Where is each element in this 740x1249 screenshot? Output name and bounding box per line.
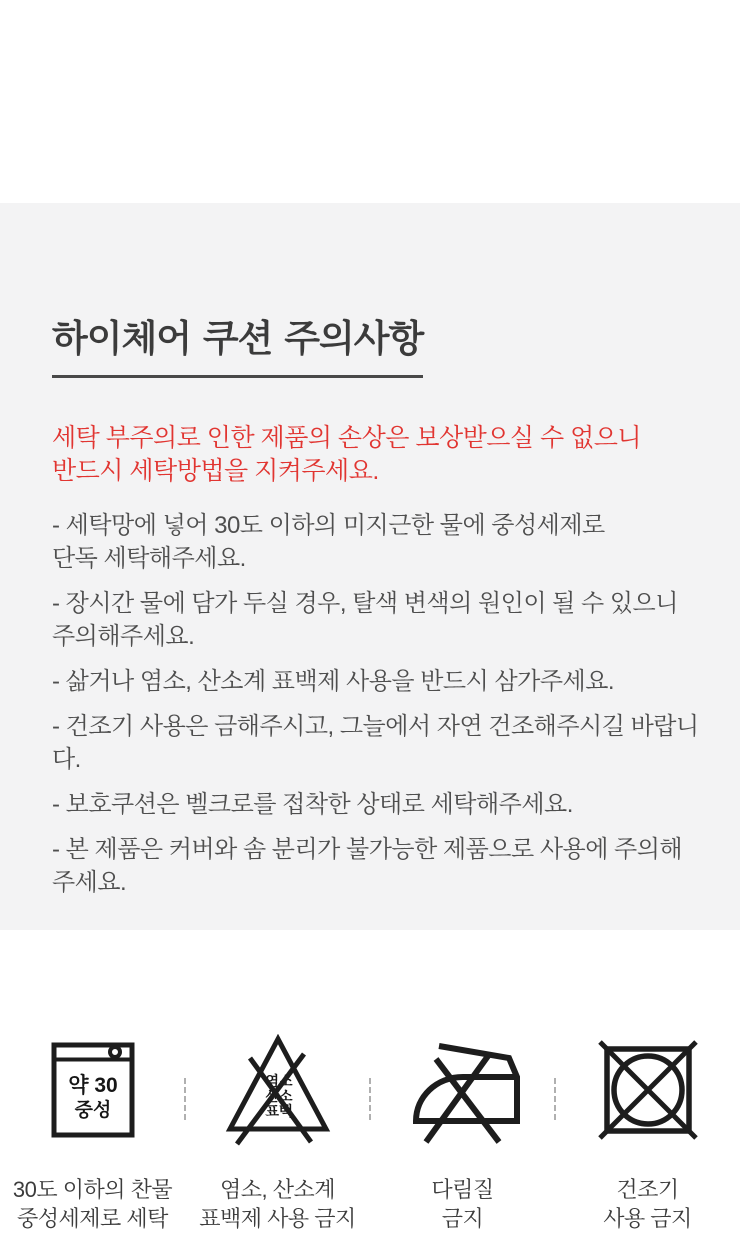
column-divider [554, 1078, 556, 1120]
column-divider [369, 1078, 371, 1120]
bleach-text-2: 산소 [264, 1088, 293, 1104]
care-symbol-label [431, 1175, 493, 1233]
instruction-line: - 삶거나 염소, 산소계 표백제 사용을 반드시 삼가주세요. [52, 668, 615, 695]
wash-30-neutral-icon [51, 1038, 135, 1142]
care-symbol-label [603, 1175, 692, 1233]
notice-section [0, 203, 740, 931]
notice-title: 하이체어 쿠션 주의사항 [52, 308, 423, 378]
label-line: 중성세제로 세탁 [17, 1206, 168, 1231]
instruction-line: 주의해주세요. [52, 623, 195, 650]
warning-text [52, 422, 702, 488]
care-symbol-no-iron [370, 1038, 555, 1233]
care-instruction-item [52, 665, 702, 698]
column-divider [184, 1078, 186, 1120]
care-instructions-list [52, 509, 702, 899]
instruction-line: - 장시간 물에 담가 두실 경우, 탈색 변색의 원인이 될 수 있으니 [52, 590, 678, 617]
care-instruction-item [52, 710, 702, 776]
warning-line-1: 세탁 부주의로 인한 제품의 손상은 보상받으실 수 없으니 [52, 424, 642, 452]
care-symbol-label [13, 1175, 172, 1233]
label-line: 염소, 산소계 [220, 1177, 335, 1202]
label-line: 다림질 [431, 1177, 494, 1202]
bleach-text-1: 염소 [264, 1073, 293, 1089]
care-instruction-item [52, 833, 702, 899]
label-line: 표백제 사용 금지 [199, 1206, 356, 1231]
care-symbol-no-bleach [185, 1038, 370, 1233]
label-line: 건조기 [616, 1177, 679, 1202]
warning-line-2: 반드시 세탁방법을 지켜주세요. [52, 457, 379, 485]
no-iron-icon [406, 1038, 520, 1142]
care-instruction-item [52, 587, 702, 653]
care-symbol-wash [0, 1038, 185, 1233]
label-line: 금지 [441, 1206, 484, 1231]
wash-detergent-text: 중성 [74, 1100, 111, 1121]
label-line: 사용 금지 [603, 1206, 692, 1231]
no-tumble-dry-icon [597, 1038, 699, 1142]
instruction-line: - 본 제품은 커버와 솜 분리가 불가능한 제품으로 사용에 주의해주세요. [52, 836, 683, 896]
care-instruction-item [52, 509, 702, 575]
care-instruction-item [52, 788, 702, 821]
no-bleach-icon [225, 1038, 331, 1142]
care-symbol-label [199, 1175, 356, 1233]
instruction-line: 단독 세탁해주세요. [52, 545, 246, 572]
wash-temp-text: 약 30 [67, 1074, 118, 1097]
bleach-text-3: 표백 [264, 1103, 293, 1119]
instruction-line: - 세탁망에 넣어 30도 이하의 미지근한 물에 중성세제로 [52, 512, 605, 539]
instruction-line: - 보호쿠션은 벨크로를 접착한 상태로 세탁해주세요. [52, 791, 573, 818]
care-symbol-no-dryer [555, 1038, 740, 1233]
instruction-line: - 건조기 사용은 금해주시고, 그늘에서 자연 건조해주시길 바랍니다. [52, 713, 699, 773]
label-line: 30도 이하의 찬물 [12, 1177, 173, 1202]
care-symbols-section [0, 930, 740, 1249]
